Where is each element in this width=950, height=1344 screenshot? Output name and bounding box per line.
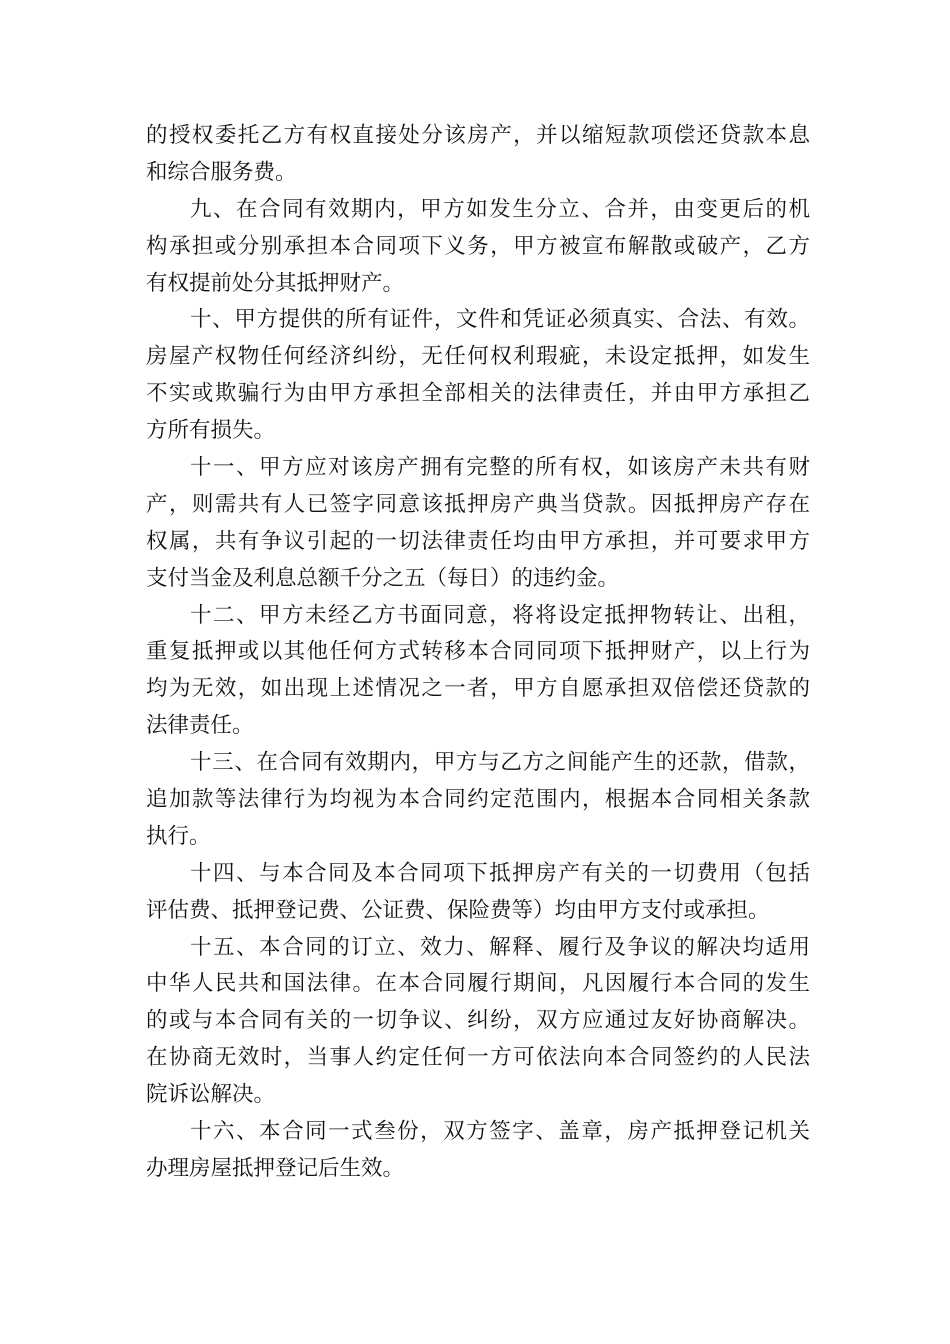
text-line: 均为无效，如出现上述情况之一者，甲方自愿承担双倍偿还贷款的 xyxy=(146,676,810,702)
text-line: 院诉讼解决。 xyxy=(146,1082,276,1108)
text-line: 重复抵押或以其他任何方式转移本合同同项下抵押财产，以上行为 xyxy=(146,639,810,665)
text-line: 不实或欺骗行为由甲方承担全部相关的法律责任，并由甲方承担乙 xyxy=(146,381,810,407)
paragraph-first-line: 十三、在合同有效期内，甲方与乙方之间能产生的还款，借款， xyxy=(190,750,810,776)
text-line: 中华人民共和国法律。在本合同履行期间，凡因履行本合同的发生 xyxy=(146,971,810,997)
paragraph-first-line: 十六、本合同一式叁份，双方签字、盖章，房产抵押登记机关 xyxy=(190,1119,810,1145)
text-line: 在协商无效时，当事人约定任何一方可依法向本合同签约的人民法 xyxy=(146,1045,810,1071)
text-line: 的或与本合同有关的一切争议、纠纷，双方应通过友好协商解决。 xyxy=(146,1008,810,1034)
text-line: 房屋产权物任何经济纠纷，无任何权利瑕疵，未设定抵押，如发生 xyxy=(146,344,810,370)
text-line: 产，则需共有人已签字同意该抵押房产典当贷款。因抵押房产存在 xyxy=(146,491,810,517)
contract-body-text xyxy=(146,118,810,1188)
paragraph-first-line: 十五、本合同的订立、效力、解释、履行及争议的解决均适用 xyxy=(190,934,810,960)
text-line: 执行。 xyxy=(146,823,211,849)
text-line: 法律责任。 xyxy=(146,713,254,739)
text-line: 有权提前处分其抵押财产。 xyxy=(146,270,405,296)
text-line: 办理房屋抵押登记后生效。 xyxy=(146,1155,405,1181)
paragraph-first-line: 十四、与本合同及本合同项下抵押房产有关的一切费用（包括 xyxy=(190,860,810,886)
paragraph-first-line: 十、甲方提供的所有证件，文件和凭证必须真实、合法、有效。 xyxy=(190,307,810,333)
text-line: 追加款等法律行为均视为本合同约定范围内，根据本合同相关条款 xyxy=(146,787,810,813)
text-line: 支付当金及利息总额千分之五（每日）的违约金。 xyxy=(146,565,620,591)
text-line: 的授权委托乙方有权直接处分该房产，并以缩短款项偿还贷款本息 xyxy=(146,123,810,148)
text-line: 评估费、抵押登记费、公证费、保险费等）均由甲方支付或承担。 xyxy=(146,897,770,923)
text-line: 权属，共有争议引起的一切法律责任均由甲方承担，并可要求甲方 xyxy=(146,528,810,554)
text-line: 和综合服务费。 xyxy=(146,159,297,185)
paragraph-first-line: 十二、甲方未经乙方书面同意，将将设定抵押物转让、出租， xyxy=(190,602,810,628)
paragraph-first-line: 九、在合同有效期内，甲方如发生分立、合并，由变更后的机 xyxy=(190,196,810,222)
text-line: 方所有损失。 xyxy=(146,418,276,444)
text-line: 构承担或分别承担本合同项下义务，甲方被宣布解散或破产，乙方 xyxy=(146,233,810,259)
paragraph-first-line: 十一、甲方应对该房产拥有完整的所有权，如该房产未共有财 xyxy=(190,455,810,481)
